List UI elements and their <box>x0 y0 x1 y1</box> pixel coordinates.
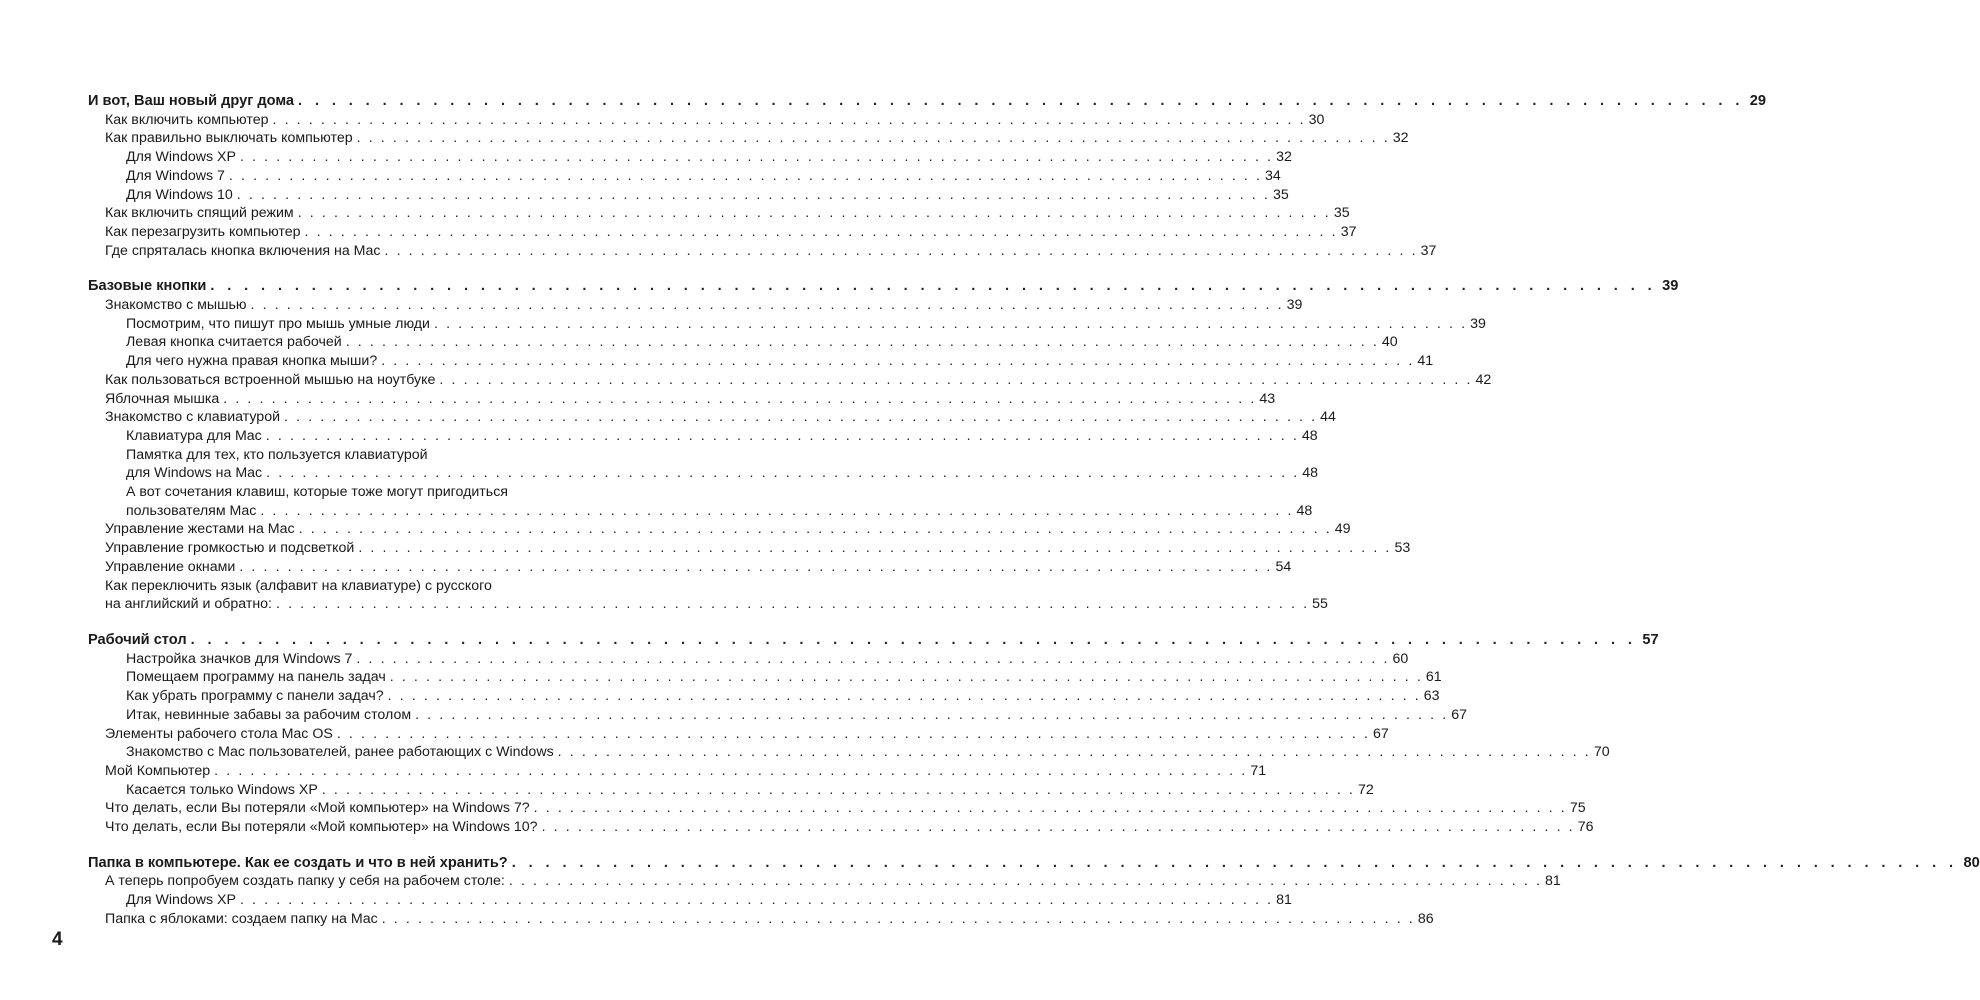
toc-page-number: 86 <box>1417 910 1434 927</box>
toc-page-number: 81 <box>1545 873 1561 890</box>
dot-leader: . . . . . . . . . . . . . . . . . . . . . . . . . . . . . . . . . . . . . . . . . . . . . . . . . . . . . . . . . . . . . . . . . . . . . . . . . . . . . . . . . . . . . . <box>239 892 1274 909</box>
toc-page-number: 39 <box>1662 278 1679 295</box>
toc-entry[interactable] <box>88 668 1442 687</box>
toc-entry[interactable] <box>88 520 1351 539</box>
toc-entry-title-line: А вот сочетания клавиш, которые тоже могут пригодиться <box>126 484 508 501</box>
toc-page-number: 54 <box>1275 558 1292 575</box>
toc-entry-title: Клавиатура для Mac <box>126 427 262 444</box>
toc-entry[interactable] <box>88 818 1594 837</box>
dot-leader: . . . . . . . . . . . . . . . . . . . . . . . . . . . . . . . . . . . . . . . . . . . . . . . . . . . . . . . . . . . . . . . . . . . . . . . . . . . . . . . . . . . . . . <box>384 242 1418 259</box>
dot-leader: . . . . . . . . . . . . . . . . . . . . . . . . . . . . . . . . . . . . . . . . . . . . . . . . . . . . . . . . . . . . . . . . . . . . . . . . . . . . . . . . . . . . . . <box>433 315 1468 332</box>
dot-leader: . . . . . . . . . . . . . . . . . . . . . . . . . . . . . . . . . . . . . . . . . . . . . . . . . . . . . . . . . . . . . . . . . . . . . . . . . . . . . . . . . . . . . . <box>276 596 1310 613</box>
dot-leader: . . . . . . . . . . . . . . . . . . . . . . . . . . . . . . . . . . . . . . . . . . . . . . . . . . . . . . . . . . . . . . . . . . . . . . . . . . . . . . . . . . . . . . <box>321 781 1355 798</box>
dot-leader: . . . . . . . . . . . . . . . . . . . . . . . . . . . . . . . . . . . . . . . . . . . . . . . . . . . . . . . . . . . . . . . . . . . . . . . . . . . . . . . . . . . . . . <box>389 669 1423 686</box>
toc-entry[interactable] <box>88 296 1303 315</box>
toc-chapter[interactable] <box>88 92 1767 111</box>
toc-entry-title: Управление громкостью и подсветкой <box>105 540 355 557</box>
toc-entry[interactable] <box>88 204 1350 223</box>
toc-page-number: 48 <box>1301 427 1318 444</box>
toc-entry[interactable] <box>88 781 1374 800</box>
toc-page-number: 34 <box>1265 167 1281 184</box>
toc-entry[interactable] <box>88 315 1486 334</box>
toc-chapter[interactable] <box>88 631 1659 650</box>
toc-entry[interactable] <box>88 483 1313 520</box>
toc-entry-title: Базовые кнопки <box>88 278 207 295</box>
toc-entry[interactable] <box>88 242 1437 261</box>
toc-page-number: 48 <box>1296 502 1313 519</box>
toc-entry-title: Знакомство с клавиатурой <box>105 409 281 426</box>
toc-entry-title: Итак, невинные забавы за рабочим столом <box>126 706 412 723</box>
toc-entry-title: Где спряталась кнопка включения на Mac <box>105 242 381 259</box>
toc-page-number: 55 <box>1312 596 1328 613</box>
toc-entry[interactable] <box>88 872 1561 891</box>
toc-page-number: 72 <box>1357 781 1374 798</box>
toc-entry[interactable] <box>88 333 1398 352</box>
dot-leader: . . . . . . . . . . . . . . . . . . . . . . . . . . . . . . . . . . . . . . . . . . . . . . . . . . . . . . . . . . . . . . . . . . . . . . . . . . . . . . . . . . . . . . <box>336 725 1370 742</box>
toc-entry-title: Как включить спящий режим <box>105 205 294 222</box>
dot-leader: . . . . . . . . . . . . . . . . . . . . . . . . . . . . . . . . . . . . . . . . . . . . . . . . . . . . . . . . . . . . . . . . . . . . . . . . . . . . . . . . . . . . . . <box>298 93 1744 109</box>
toc-entry-title: А теперь попробуем создать папку у себя на рабочем столе: <box>105 873 505 890</box>
toc-section <box>88 854 1980 929</box>
toc-page-number: 48 <box>1302 465 1319 482</box>
toc-entry-title: Для Windows 7 <box>126 167 225 184</box>
toc-entry-title: Для Windows XP <box>126 892 236 909</box>
toc-entry[interactable] <box>88 891 1292 910</box>
toc-entry-title: пользователям Mac <box>126 502 257 519</box>
toc-entry[interactable] <box>88 446 1319 483</box>
toc-entry[interactable] <box>88 799 1586 818</box>
toc-entry[interactable] <box>88 408 1336 427</box>
dot-leader: . . . . . . . . . . . . . . . . . . . . . . . . . . . . . . . . . . . . . . . . . . . . . . . . . . . . . . . . . . . . . . . . . . . . . . . . . . . . . . . . . . . . . . <box>387 688 1421 705</box>
dot-leader: . . . . . . . . . . . . . . . . . . . . . . . . . . . . . . . . . . . . . . . . . . . . . . . . . . . . . . . . . . . . . . . . . . . . . . . . . . . . . . . . . . . . . . <box>439 371 1473 388</box>
toc-entry-title: Настройка значков для Windows 7 <box>126 650 353 667</box>
toc-entry-title: Как включить компьютер <box>105 111 269 128</box>
toc-entry-title: Посмотрим, что пишут про мышь умные люди <box>126 315 430 332</box>
toc-entry[interactable] <box>88 706 1468 725</box>
toc-entry-title: Управление окнами <box>105 558 236 575</box>
dot-leader: . . . . . . . . . . . . . . . . . . . . . . . . . . . . . . . . . . . . . . . . . . . . . . . . . . . . . . . . . . . . . . . . . . . . . . . . . . . . . . . . . . . . . . <box>298 521 1332 538</box>
toc-page-number: 37 <box>1420 242 1437 259</box>
dot-leader: . . . . . . . . . . . . . . . . . . . . . . . . . . . . . . . . . . . . . . . . . . . . . . . . . . . . . . . . . . . . . . . . . . . . . . . . . . . . . . . . . . . . . . <box>533 800 1567 817</box>
dot-leader: . . . . . . . . . . . . . . . . . . . . . . . . . . . . . . . . . . . . . . . . . . . . . . . . . . . . . . . . . . . . . . . . . . . . . . . . . . . . . . . . . . . . . . <box>358 540 1392 557</box>
dot-leader: . . . . . . . . . . . . . . . . . . . . . . . . . . . . . . . . . . . . . . . . . . . . . . . . . . . . . . . . . . . . . . . . . . . . . . . . . . . . . . . . . . . . . . <box>511 854 1958 871</box>
toc-page-number: 35 <box>1272 186 1289 203</box>
toc-page-number: 75 <box>1569 800 1586 817</box>
toc-entry[interactable] <box>88 687 1440 706</box>
toc-entry[interactable] <box>88 743 1610 762</box>
toc-entry-title: для Windows на Mac <box>126 465 263 482</box>
page-number: 4 <box>52 929 63 950</box>
toc-entry[interactable] <box>88 223 1357 242</box>
dot-leader: . . . . . . . . . . . . . . . . . . . . . . . . . . . . . . . . . . . . . . . . . . . . . . . . . . . . . . . . . . . . . . . . . . . . . . . . . . . . . . . . . . . . . . <box>284 409 1318 426</box>
toc-entry-title: Что делать, если Вы потеряли «Мой компьютер» на Windows 7? <box>105 800 530 817</box>
toc-entry-title: Как правильно выключать компьютер <box>105 130 353 147</box>
toc-page-number: 81 <box>1276 892 1292 909</box>
toc-entry-title: Мой Компьютер <box>105 762 211 779</box>
toc-entry[interactable] <box>88 558 1292 577</box>
toc-entry-title: Яблочная мышка <box>105 390 220 407</box>
toc-section <box>88 277 1679 614</box>
toc-page-number: 60 <box>1392 650 1409 667</box>
toc-page-number: 49 <box>1334 521 1351 538</box>
toc-page-number: 43 <box>1259 390 1276 407</box>
dot-leader: . . . . . . . . . . . . . . . . . . . . . . . . . . . . . . . . . . . . . . . . . . . . . . . . . . . . . . . . . . . . . . . . . . . . . . . . . . . . . . . . . . . . . . <box>415 706 1449 723</box>
toc-page-number: 57 <box>1642 631 1659 648</box>
toc-page-number: 32 <box>1276 149 1292 166</box>
dot-leader: . . . . . . . . . . . . . . . . . . . . . . . . . . . . . . . . . . . . . . . . . . . . . . . . . . . . . . . . . . . . . . . . . . . . . . . . . . . . . . . . . . . . . . <box>223 390 1257 407</box>
dot-leader: . . . . . . . . . . . . . . . . . . . . . . . . . . . . . . . . . . . . . . . . . . . . . . . . . . . . . . . . . . . . . . . . . . . . . . . . . . . . . . . . . . . . . . <box>210 278 1657 295</box>
toc-entry-title: И вот, Ваш новый друг дома <box>88 93 295 109</box>
toc-entry-title: Касается только Windows XP <box>126 781 318 798</box>
toc-page-number: 44 <box>1320 409 1336 426</box>
toc-page-number: 41 <box>1417 353 1434 370</box>
toc-entry[interactable] <box>88 186 1289 205</box>
dot-leader: . . . . . . . . . . . . . . . . . . . . . . . . . . . . . . . . . . . . . . . . . . . . . . . . . . . . . . . . . . . . . . . . . . . . . . . . . . . . . . . . . . . . . . <box>266 465 1300 482</box>
dot-leader: . . . . . . . . . . . . . . . . . . . . . . . . . . . . . . . . . . . . . . . . . . . . . . . . . . . . . . . . . . . . . . . . . . . . . . . . . . . . . . . . . . . . . . <box>304 223 1338 240</box>
toc-page-number: 70 <box>1593 744 1610 761</box>
dot-leader: . . . . . . . . . . . . . . . . . . . . . . . . . . . . . . . . . . . . . . . . . . . . . . . . . . . . . . . . . . . . . . . . . . . . . . . . . . . . . . . . . . . . . . <box>297 205 1331 222</box>
dot-leader: . . . . . . . . . . . . . . . . . . . . . . . . . . . . . . . . . . . . . . . . . . . . . . . . . . . . . . . . . . . . . . . . . . . . . . . . . . . . . . . . . . . . . . <box>265 427 1299 444</box>
toc-entry[interactable] <box>88 371 1492 390</box>
dot-leader: . . . . . . . . . . . . . . . . . . . . . . . . . . . . . . . . . . . . . . . . . . . . . . . . . . . . . . . . . . . . . . . . . . . . . . . . . . . . . . . . . . . . . . <box>356 130 1390 147</box>
toc-entry[interactable] <box>88 167 1281 186</box>
dot-leader: . . . . . . . . . . . . . . . . . . . . . . . . . . . . . . . . . . . . . . . . . . . . . . . . . . . . . . . . . . . . . . . . . . . . . . . . . . . . . . . . . . . . . . <box>557 744 1591 761</box>
toc-entry[interactable] <box>88 352 1434 371</box>
toc-entry-title: Управление жестами на Mac <box>105 521 295 538</box>
dot-leader: . . . . . . . . . . . . . . . . . . . . . . . . . . . . . . . . . . . . . . . . . . . . . . . . . . . . . . . . . . . . . . . . . . . . . . . . . . . . . . . . . . . . . . <box>260 502 1294 519</box>
toc-entry-title-line: Как переключить язык (алфавит на клавиатуре) с русского <box>105 577 492 594</box>
toc-entry-title: Помещаем программу на панель задач <box>126 669 386 686</box>
toc-entry-title: Как перезагрузить компьютер <box>105 223 301 240</box>
toc-entry-title: Как пользоваться встроенной мышью на ноутбуке <box>105 371 436 388</box>
dot-leader: . . . . . . . . . . . . . . . . . . . . . . . . . . . . . . . . . . . . . . . . . . . . . . . . . . . . . . . . . . . . . . . . . . . . . . . . . . . . . . . . . . . . . . <box>381 910 1415 927</box>
dot-leader: . . . . . . . . . . . . . . . . . . . . . . . . . . . . . . . . . . . . . . . . . . . . . . . . . . . . . . . . . . . . . . . . . . . . . . . . . . . . . . . . . . . . . . <box>190 631 1637 648</box>
toc-entry[interactable] <box>88 650 1409 669</box>
dot-leader: . . . . . . . . . . . . . . . . . . . . . . . . . . . . . . . . . . . . . . . . . . . . . . . . . . . . . . . . . . . . . . . . . . . . . . . . . . . . . . . . . . . . . . <box>239 149 1274 166</box>
toc-entry-title: Рабочий стол <box>88 631 187 648</box>
toc-entry[interactable] <box>88 111 1325 130</box>
toc-page-number: 80 <box>1963 854 1980 871</box>
dot-leader: . . . . . . . . . . . . . . . . . . . . . . . . . . . . . . . . . . . . . . . . . . . . . . . . . . . . . . . . . . . . . . . . . . . . . . . . . . . . . . . . . . . . . . <box>214 762 1248 779</box>
toc-page-number: 71 <box>1250 762 1267 779</box>
dot-leader: . . . . . . . . . . . . . . . . . . . . . . . . . . . . . . . . . . . . . . . . . . . . . . . . . . . . . . . . . . . . . . . . . . . . . . . . . . . . . . . . . . . . . . <box>228 167 1263 184</box>
toc-entry-title: Что делать, если Вы потеряли «Мой компьютер» на Windows 10? <box>105 819 538 836</box>
toc-entry[interactable] <box>88 725 1389 744</box>
toc-entry[interactable] <box>88 539 1411 558</box>
toc-page-number: 42 <box>1475 371 1492 388</box>
toc-page-number: 35 <box>1333 205 1350 222</box>
toc-entry-title: Папка в компьютере. Как ее создать и что в ней хранить? <box>88 854 508 871</box>
toc-page-number: 53 <box>1394 540 1411 557</box>
toc-page-number: 63 <box>1423 688 1440 705</box>
dot-leader: . . . . . . . . . . . . . . . . . . . . . . . . . . . . . . . . . . . . . . . . . . . . . . . . . . . . . . . . . . . . . . . . . . . . . . . . . . . . . . . . . . . . . . <box>541 819 1575 836</box>
toc-page-number: 30 <box>1308 111 1325 128</box>
toc-page-number: 67 <box>1451 706 1468 723</box>
toc-entry-title: Элементы рабочего стола Mac OS <box>105 725 333 742</box>
toc-section <box>88 92 1767 260</box>
toc-entry-title: Как убрать программу с панели задач? <box>126 688 384 705</box>
toc-entry[interactable] <box>88 910 1434 929</box>
toc-section <box>88 631 1659 837</box>
dot-leader: . . . . . . . . . . . . . . . . . . . . . . . . . . . . . . . . . . . . . . . . . . . . . . . . . . . . . . . . . . . . . . . . . . . . . . . . . . . . . . . . . . . . . . <box>250 297 1284 314</box>
toc-entry-title: Знакомство с мышью <box>105 297 247 314</box>
toc-page-number: 67 <box>1372 725 1389 742</box>
toc-page-number: 29 <box>1749 93 1767 109</box>
toc-entry-title: Знакомство с Mac пользователей, ранее работающих с Windows <box>126 744 554 761</box>
toc-entry-title: Левая кнопка считается рабочей <box>126 334 342 351</box>
toc-chapter[interactable] <box>88 277 1679 296</box>
toc-page-number: 61 <box>1425 669 1442 686</box>
dot-leader: . . . . . . . . . . . . . . . . . . . . . . . . . . . . . . . . . . . . . . . . . . . . . . . . . . . . . . . . . . . . . . . . . . . . . . . . . . . . . . . . . . . . . . <box>239 558 1273 575</box>
toc-entry-title: на английский и обратно: <box>105 596 272 613</box>
toc-entry[interactable] <box>88 129 1409 148</box>
dot-leader: . . . . . . . . . . . . . . . . . . . . . . . . . . . . . . . . . . . . . . . . . . . . . . . . . . . . . . . . . . . . . . . . . . . . . . . . . . . . . . . . . . . . . . <box>345 334 1379 351</box>
dot-leader: . . . . . . . . . . . . . . . . . . . . . . . . . . . . . . . . . . . . . . . . . . . . . . . . . . . . . . . . . . . . . . . . . . . . . . . . . . . . . . . . . . . . . . <box>356 650 1390 667</box>
toc-page-number: 39 <box>1286 297 1303 314</box>
toc-entry-title: Папка с яблоками: создаем папку на Mac <box>105 910 378 927</box>
toc-entry-title: Для чего нужна правая кнопка мыши? <box>126 353 378 370</box>
toc-entry[interactable] <box>88 427 1318 446</box>
toc-chapter[interactable] <box>88 854 1980 873</box>
toc-page-number: 32 <box>1392 130 1409 147</box>
toc-page-number: 76 <box>1577 819 1594 836</box>
toc-entry[interactable] <box>88 577 1328 614</box>
dot-leader: . . . . . . . . . . . . . . . . . . . . . . . . . . . . . . . . . . . . . . . . . . . . . . . . . . . . . . . . . . . . . . . . . . . . . . . . . . . . . . . . . . . . . . <box>508 873 1543 890</box>
toc-page-number: 39 <box>1470 315 1486 332</box>
toc-entry-title: Для Windows 10 <box>126 186 233 203</box>
toc-page-number: 40 <box>1381 334 1398 351</box>
table-of-contents <box>88 92 1980 946</box>
toc-entry[interactable] <box>88 762 1267 781</box>
dot-leader: . . . . . . . . . . . . . . . . . . . . . . . . . . . . . . . . . . . . . . . . . . . . . . . . . . . . . . . . . . . . . . . . . . . . . . . . . . . . . . . . . . . . . . <box>381 353 1415 370</box>
toc-entry-title: Для Windows XP <box>126 149 236 166</box>
dot-leader: . . . . . . . . . . . . . . . . . . . . . . . . . . . . . . . . . . . . . . . . . . . . . . . . . . . . . . . . . . . . . . . . . . . . . . . . . . . . . . . . . . . . . . <box>236 186 1270 203</box>
toc-entry[interactable] <box>88 390 1276 409</box>
toc-entry[interactable] <box>88 148 1292 167</box>
toc-entry-title-line: Памятка для тех, кто пользуется клавиатурой <box>126 446 428 463</box>
toc-page-number: 37 <box>1340 223 1357 240</box>
dot-leader: . . . . . . . . . . . . . . . . . . . . . . . . . . . . . . . . . . . . . . . . . . . . . . . . . . . . . . . . . . . . . . . . . . . . . . . . . . . . . . . . . . . . . . <box>272 111 1306 128</box>
